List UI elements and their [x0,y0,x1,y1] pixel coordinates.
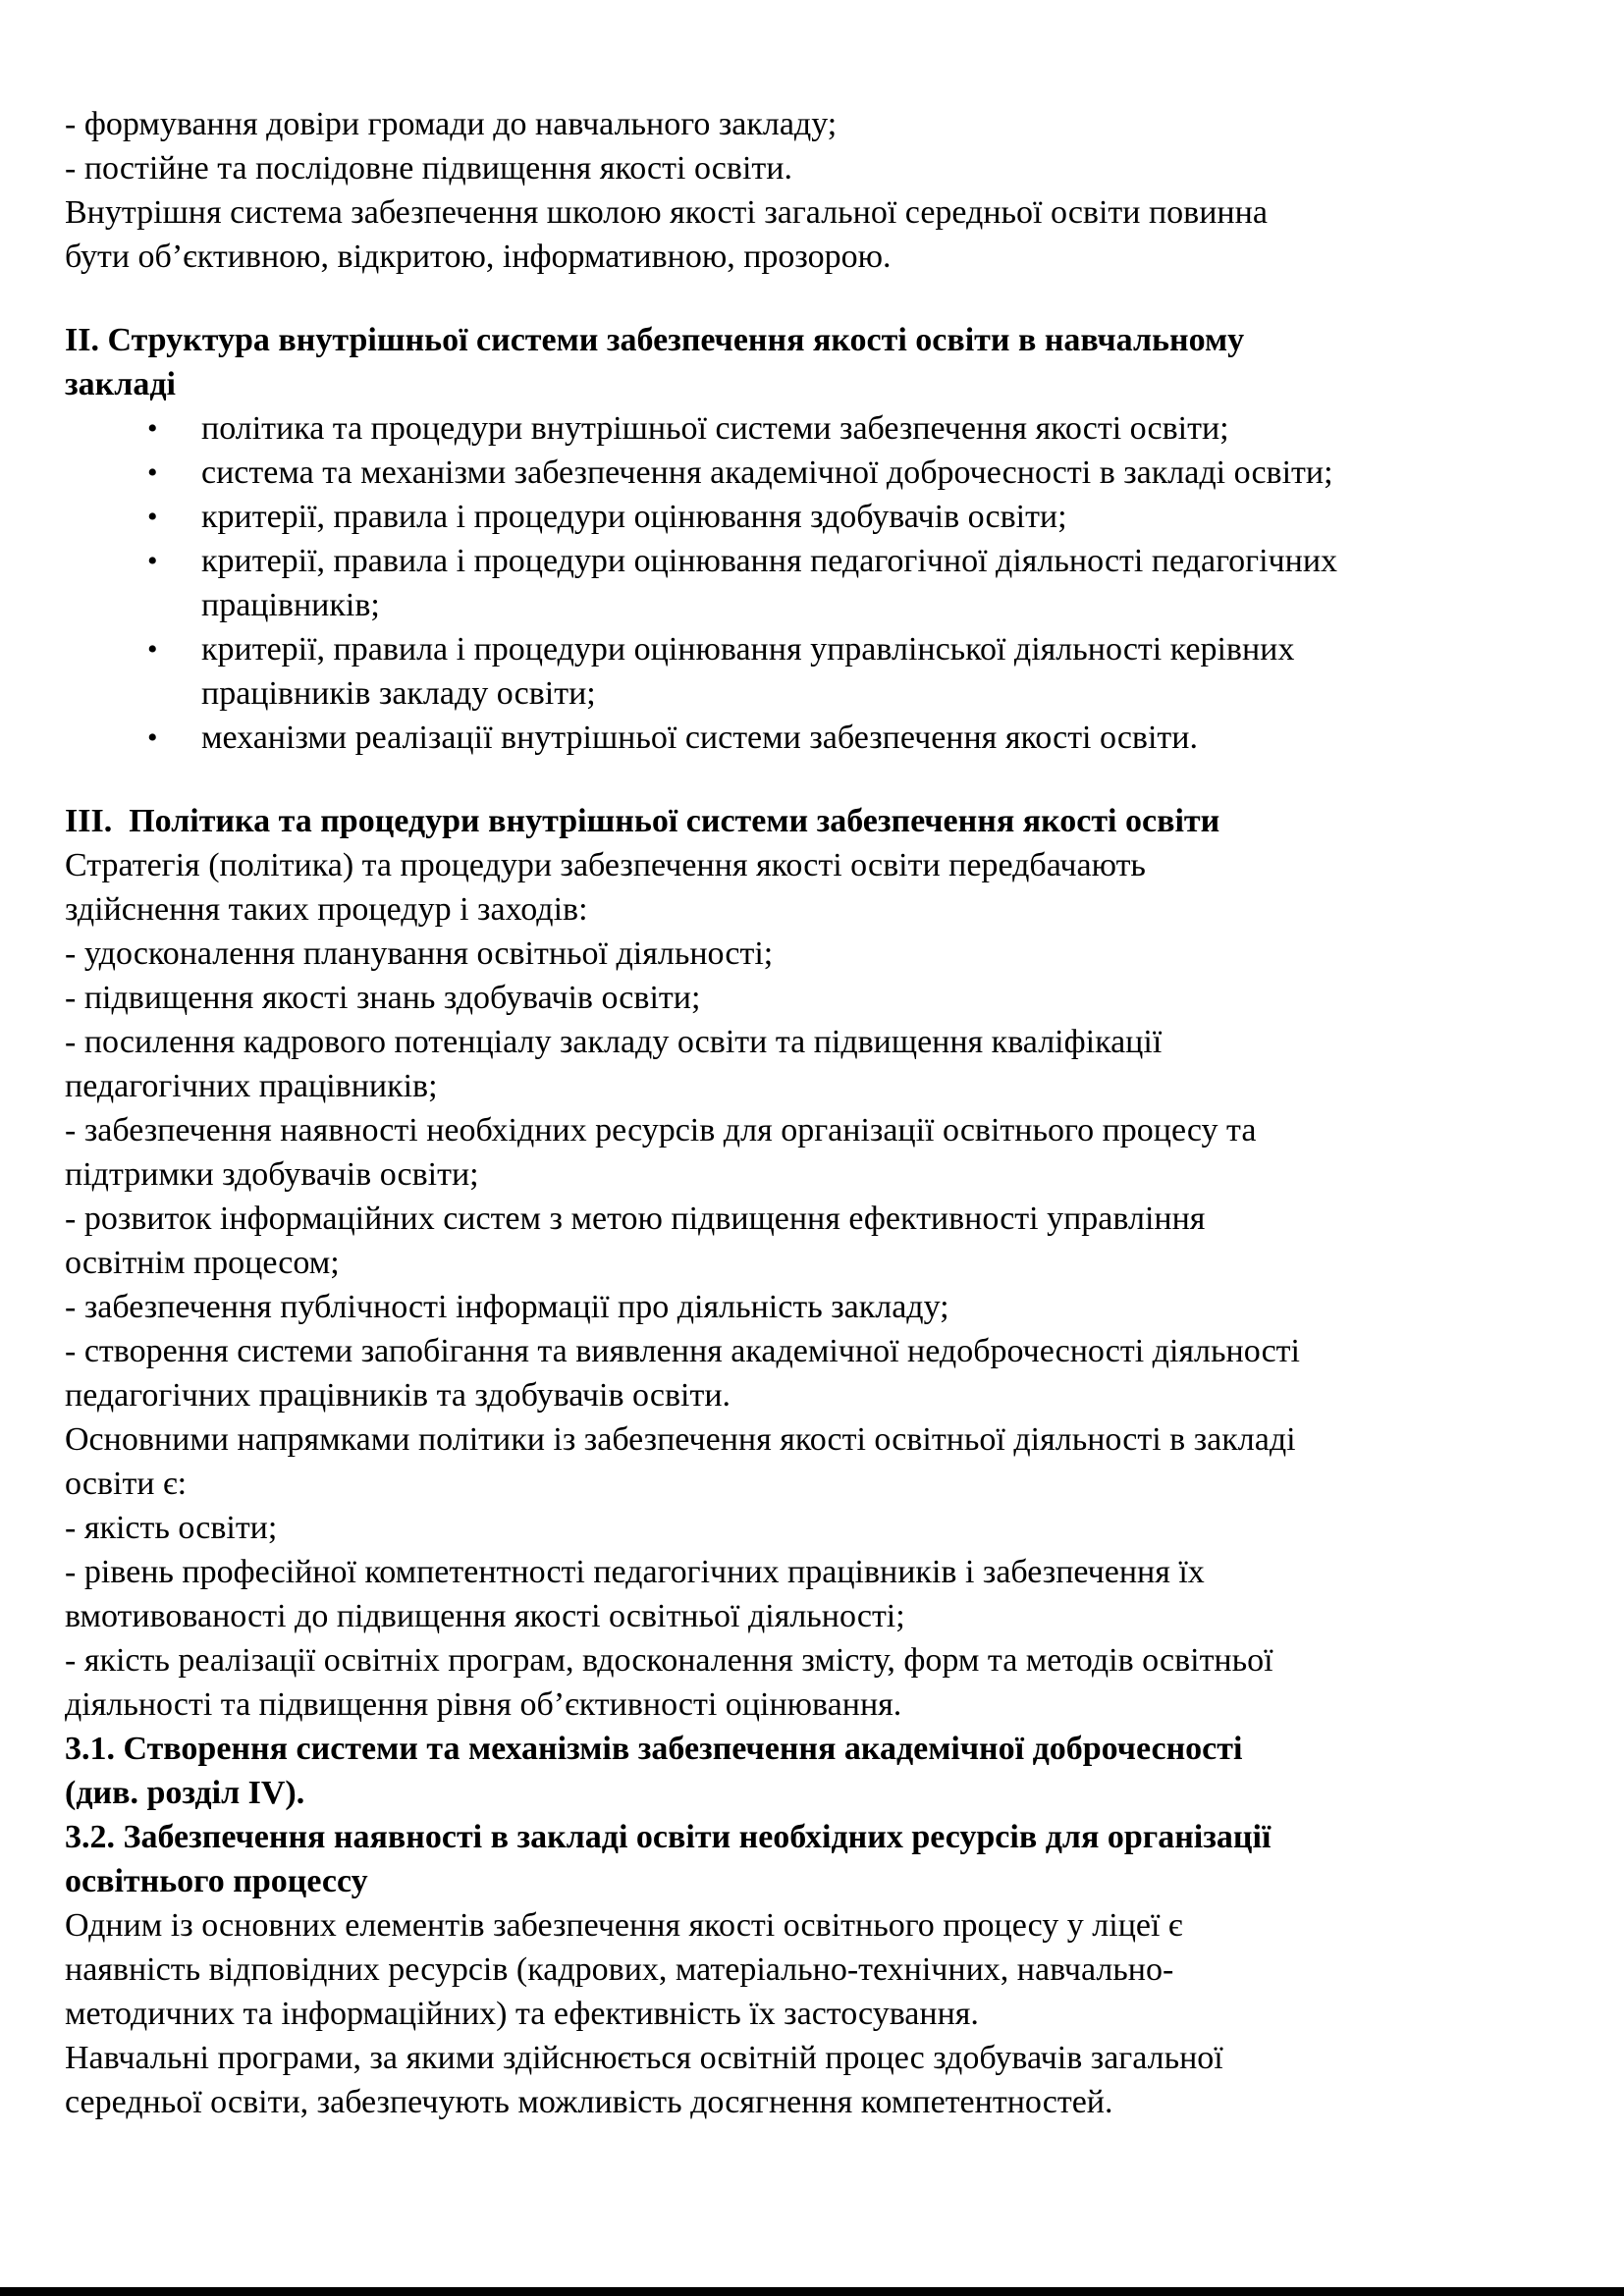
paragraph [65,1417,1567,1506]
text-line: система та механізми забезпечення академічної доброчесності в закладі освіти; [201,454,1333,491]
text-line: - посилення кадрового потенціалу закладу освіти та підвищення кваліфікації [65,1024,1163,1060]
text-line: - якість реалізації освітніх програм, вдосконалення змісту, форм та методів освітньої [65,1642,1273,1679]
text-line: - створення системи запобігання та виявлення академічної недоброчесності діяльності [65,1333,1300,1369]
text-line: ІІІ. Політика та процедури внутрішньої системи забезпечення якості освіти [65,803,1220,839]
text-line: закладі [65,366,176,402]
text-line: педагогічних працівників; [65,1068,438,1104]
paragraph [65,976,1567,1020]
text-line: - удосконалення планування освітньої діяльності; [65,935,774,972]
paragraph [65,2036,1567,2124]
text-line: діяльності та підвищення рівня об’єктивності оцінювання. [65,1686,902,1723]
paragraph [65,1329,1567,1417]
text-line: - розвиток інформаційних систем з метою підвищення ефективності управління [65,1201,1206,1237]
text-line: ІІ. Структура внутрішньої системи забезпечення якості освіти в навчальному [65,322,1245,358]
text-line: педагогічних працівників та здобувачів освіти. [65,1377,731,1414]
bullet-icon: • [147,721,158,754]
text-line: критерії, правила і процедури оцінювання педагогічної діяльності педагогічних [201,543,1338,579]
text-line: - формування довіри громади до навчального закладу; [65,106,838,142]
text-line: критерії, правила і процедури оцінювання управлінської діяльності керівних [201,631,1295,667]
blank-line [65,760,1567,799]
paragraph [65,1638,1567,1727]
text-line: підтримки здобувачів освіти; [65,1156,479,1193]
list-item [65,716,1567,760]
list-item [65,495,1567,539]
paragraph [65,1506,1567,1550]
text-line: освіти є: [65,1466,188,1502]
paragraph [65,1020,1567,1108]
section-heading [65,799,1567,843]
paragraph [65,1108,1567,1197]
paragraph [65,932,1567,976]
bullet-icon: • [147,633,158,666]
text-line: освітнього процессу [65,1863,368,1899]
text-line: наявність відповідних ресурсів (кадрових, матеріально-технічних, навчально- [65,1951,1174,1988]
text-line: механізми реалізації внутрішньої системи забезпечення якості освіти. [201,720,1198,756]
paragraph [65,190,1567,279]
text-line: здійснення таких процедур і заходів: [65,891,588,928]
bullet-icon: • [147,456,158,489]
text-line: працівників; [201,587,380,623]
list-item [65,406,1567,451]
text-line: працівників закладу освіти; [201,675,596,712]
text-line: Внутрішня система забезпечення школою якості загальної середньої освіти повинна [65,194,1268,231]
text-line: бути об’єктивною, відкритою, інформативною, прозорою. [65,239,892,275]
text-line: - забезпечення публічності інформації про діяльність закладу; [65,1289,949,1325]
text-line: - забезпечення наявності необхідних ресурсів для організації освітнього процесу та [65,1112,1257,1148]
text-line: критерії, правила і процедури оцінювання здобувачів освіти; [201,499,1067,535]
text-line: політика та процедури внутрішньої системи забезпечення якості освіти; [201,410,1229,447]
bullet-list [65,406,1567,760]
list-item [65,451,1567,495]
text-line: (див. розділ IV). [65,1775,305,1811]
bullet-icon: • [147,501,158,533]
paragraph [65,102,1567,146]
text-line: Одним із основних елементів забезпечення якості освітнього процесу у ліцеї є [65,1907,1183,1944]
text-line: - якість освіти; [65,1510,278,1546]
paragraph [65,843,1567,932]
text-line: вмотивованості до підвищення якості освітньої діяльності; [65,1598,905,1634]
text-line: - підвищення якості знань здобувачів освіти; [65,980,701,1016]
text-line: - рівень професійної компетентності педагогічних працівників і забезпечення їх [65,1554,1205,1590]
text-line: Навчальні програми, за якими здійснюється освітній процес здобувачів загальної [65,2040,1223,2076]
paragraph [65,1903,1567,2036]
text-line: - постійне та послідовне підвищення якості освіти. [65,150,792,187]
section-heading [65,318,1567,406]
bullet-icon: • [147,545,158,577]
text-line: 3.2. Забезпечення наявності в закладі освіти необхідних ресурсів для організації [65,1819,1272,1855]
text-line: середньої освіти, забезпечують можливість досягнення компетентностей. [65,2084,1113,2120]
list-item [65,539,1567,627]
paragraph [65,146,1567,190]
section-heading [65,1815,1567,1903]
section-heading [65,1727,1567,1815]
paragraph [65,1197,1567,1285]
text-line: Стратегія (політика) та процедури забезпечення якості освіти передбачають [65,847,1146,883]
document-body [65,102,1567,2124]
page-bottom-edge [0,2287,1624,2296]
text-line: освітнім процесом; [65,1245,340,1281]
text-line: Основними напрямками політики із забезпечення якості освітньої діяльності в закладі [65,1421,1296,1458]
paragraph [65,1550,1567,1638]
bullet-icon: • [147,412,158,445]
blank-line [65,279,1567,318]
text-line: методичних та інформаційних) та ефективність їх застосування. [65,1996,979,2032]
list-item [65,627,1567,716]
text-line: 3.1. Створення системи та механізмів забезпечення академічної доброчесності [65,1731,1243,1767]
paragraph [65,1285,1567,1329]
